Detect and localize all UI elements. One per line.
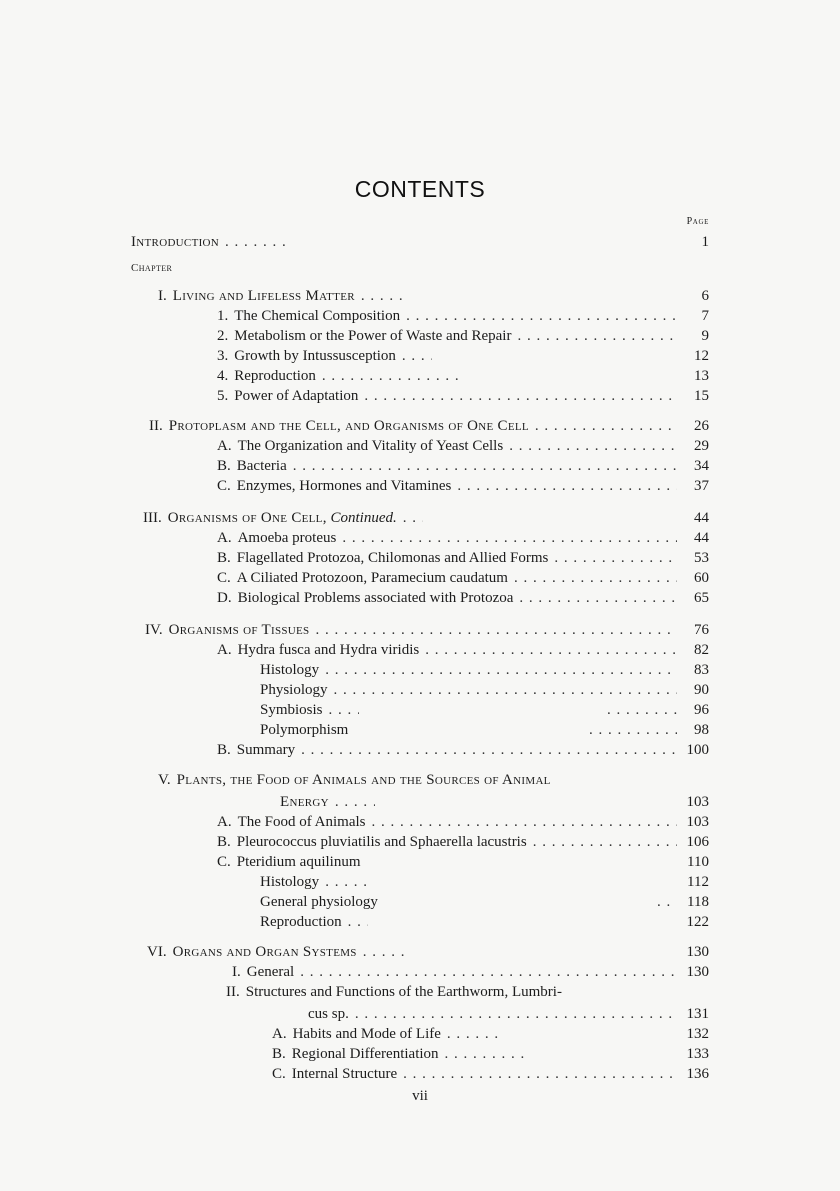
toc-entry: [217, 570, 709, 590]
dot-leader: [519, 590, 677, 607]
toc-chapter-2: [149, 418, 709, 438]
toc-entry-label: Protoplasm and the Cell, and Organisms of One Cell: [168, 418, 529, 434]
toc-chapter-1: [158, 288, 709, 308]
toc-entry-page: 103: [686, 794, 709, 810]
toc-entry-number: C.: [272, 1066, 286, 1082]
toc-entry-label: Pleurococcus pluviatilis and Sphaerella lacustris: [236, 834, 527, 850]
toc-entry-number: A.: [217, 438, 232, 454]
toc-entry: [217, 590, 709, 610]
toc-entry: [217, 458, 709, 478]
toc-entry-page: 100: [686, 742, 709, 758]
toc-entry: [217, 550, 709, 570]
toc-entry: [272, 1066, 709, 1086]
toc-entry: [260, 722, 709, 742]
toc-entry-page: 130: [686, 964, 709, 980]
dot-leader: [607, 702, 677, 719]
toc-entry-label: Reproduction: [234, 368, 316, 384]
dot-leader: [589, 722, 677, 739]
dot-leader: [535, 418, 677, 435]
toc-entry-page: 132: [686, 1026, 709, 1042]
toc-entry-label: Symbiosis: [260, 702, 323, 718]
toc-entry-label: Biological Problems associated with Protozoa: [237, 590, 514, 606]
dot-leader: [403, 510, 423, 527]
dot-leader: [425, 642, 677, 659]
toc-entry-number: 3.: [217, 348, 229, 364]
toc-entry-page: 7: [701, 308, 709, 324]
toc-entry-label: Pteridium aquilinum: [236, 854, 361, 870]
dot-leader: [509, 438, 677, 455]
toc-entry: [260, 894, 709, 914]
toc-entry-page: 15: [694, 388, 709, 404]
dot-leader: [457, 478, 677, 495]
toc-entry: [217, 438, 709, 458]
dot-leader: [363, 944, 411, 961]
toc-entry-label: Histology: [260, 874, 320, 890]
toc-entry-number: I.: [158, 288, 167, 304]
toc-entry-page: 13: [694, 368, 709, 384]
toc-entry-page: 110: [687, 854, 709, 870]
toc-entry: [272, 1046, 709, 1066]
toc-entry: [217, 368, 709, 388]
toc-entry-number: B.: [272, 1046, 286, 1062]
toc-entry-label: General: [246, 964, 295, 980]
toc-entry-page: 53: [694, 550, 709, 566]
toc-entry-label: Organisms of Tissues: [168, 622, 310, 638]
toc-entry: [260, 702, 709, 722]
toc-entry-label: Amoeba proteus: [237, 530, 337, 546]
toc-entry-label-italic: Continued.: [330, 510, 397, 526]
dot-leader: [225, 234, 285, 251]
page-number-folio: vii: [412, 1088, 428, 1104]
toc-entry-page: 44: [694, 510, 709, 526]
toc-entry-page: 83: [694, 662, 709, 678]
toc-entry-number: V.: [158, 772, 171, 788]
toc-entry: [217, 642, 709, 662]
page-title: CONTENTS: [354, 176, 486, 202]
toc-entry-label: cus sp.: [308, 1006, 349, 1022]
toc-entry-number: B.: [217, 458, 231, 474]
toc-chapter-5: [158, 772, 709, 792]
toc-entry-number: C.: [217, 570, 231, 586]
toc-entry-page: 103: [686, 814, 709, 830]
dot-leader: [322, 368, 462, 385]
toc-entry-label: Growth by Intussusception: [234, 348, 396, 364]
toc-entry-number: II.: [149, 418, 163, 434]
toc-entry-label: Introduction: [131, 234, 220, 250]
toc-entry-number: A.: [217, 530, 232, 546]
toc-entry-number: I.: [232, 964, 241, 980]
toc-entry-number: IV.: [145, 622, 163, 638]
dot-leader: [361, 288, 407, 305]
toc-entry-page: 136: [686, 1066, 709, 1082]
toc-entry-page: 106: [686, 834, 709, 850]
toc-entry-page: 9: [701, 328, 709, 344]
toc-entry: [260, 874, 709, 894]
toc-entry-number: III.: [143, 510, 162, 526]
toc-entry-introduction: [131, 234, 709, 254]
toc-entry-number: 1.: [217, 308, 229, 324]
toc-entry-label: Bacteria: [236, 458, 287, 474]
dot-leader: [445, 1046, 525, 1063]
toc-entry-label: Reproduction: [260, 914, 342, 930]
toc-entry-label: Power of Adaptation: [234, 388, 359, 404]
toc-entry-number: A.: [272, 1026, 287, 1042]
toc-entry-page: 60: [694, 570, 709, 586]
toc-entry-page: 133: [686, 1046, 709, 1062]
dot-leader: [364, 388, 677, 405]
dot-leader: [293, 458, 677, 475]
toc-entry: [260, 662, 709, 682]
dot-leader: [533, 834, 677, 851]
dot-leader: [325, 874, 369, 891]
toc-entry: [226, 984, 709, 1004]
toc-entry-number: 4.: [217, 368, 229, 384]
dot-leader: [406, 308, 677, 325]
toc-entry-label: Plants, the Food of Animals and the Sources of Animal: [176, 772, 551, 788]
toc-entry-page: 44: [694, 530, 709, 546]
toc-entry-page: 118: [687, 894, 709, 910]
toc-entry-continuation: [280, 794, 709, 814]
toc-entry-page: 12: [694, 348, 709, 364]
toc-entry-label: The Organization and Vitality of Yeast Cells: [237, 438, 504, 454]
toc-entry: [217, 834, 709, 854]
toc-entry-number: II.: [226, 984, 240, 1000]
toc-entry-page: 98: [694, 722, 709, 738]
toc-entry-label: Internal Structure: [291, 1066, 398, 1082]
toc-entry-number: VI.: [147, 944, 167, 960]
dot-leader: [335, 794, 375, 811]
toc-entry-page: 1: [701, 234, 709, 250]
toc-entry-label: The Chemical Composition: [234, 308, 401, 324]
toc-entry-label: Regional Differentiation: [291, 1046, 439, 1062]
toc-entry-label: Flagellated Protozoa, Chilomonas and Allied Forms: [236, 550, 549, 566]
toc-entry-label: General physiology: [260, 894, 378, 910]
toc-entry-label: A Ciliated Protozoon, Paramecium caudatum: [236, 570, 508, 586]
toc-entry-label: Living and Lifeless Matter: [172, 288, 355, 304]
toc-entry-label: Metabolism or the Power of Waste and Repair: [234, 328, 512, 344]
dot-leader: [657, 894, 677, 911]
dot-leader: [300, 964, 676, 981]
toc-entry-page: 90: [694, 682, 709, 698]
toc-chapter-4: [145, 622, 709, 642]
toc-entry: [217, 530, 709, 550]
toc-entry-number: B.: [217, 550, 231, 566]
dot-leader: [329, 702, 359, 719]
toc-entry-page: 6: [701, 288, 709, 304]
toc-entry-number: B.: [217, 834, 231, 850]
toc-entry-label: Physiology: [260, 682, 328, 698]
toc-entry-page: 112: [687, 874, 709, 890]
dot-leader: [517, 328, 677, 345]
dot-leader: [554, 550, 677, 567]
toc-entry-page: 130: [686, 944, 709, 960]
toc-entry-label: Habits and Mode of Life: [292, 1026, 441, 1042]
toc-entry: [260, 682, 709, 702]
toc-entry-page: 26: [694, 418, 709, 434]
toc-entry-number: C.: [217, 478, 231, 494]
dot-leader: [403, 1066, 676, 1083]
toc-entry-page: 29: [694, 438, 709, 454]
toc-entry-continuation: [308, 1006, 709, 1026]
toc-chapter-6: [147, 944, 709, 964]
toc-entry: [217, 328, 709, 348]
toc-entry: [217, 388, 709, 408]
toc-entry-page: 34: [694, 458, 709, 474]
toc-entry-number: A.: [217, 642, 232, 658]
toc-entry: [260, 914, 709, 934]
dot-leader: [301, 742, 676, 759]
toc-entry-page: 76: [694, 622, 709, 638]
toc-entry-page: 65: [694, 590, 709, 606]
dot-leader: [334, 682, 677, 699]
toc-entry-page: 37: [694, 478, 709, 494]
toc-entry: [217, 348, 709, 368]
toc-entry-label: Organisms of One Cell,: [167, 510, 327, 526]
toc-entry-label: Hydra fusca and Hydra viridis: [237, 642, 420, 658]
toc-entry-page: 122: [686, 914, 709, 930]
toc-entry-label: Histology: [260, 662, 320, 678]
toc-entry-page: 131: [686, 1006, 709, 1022]
toc-entry-label: Enzymes, Hormones and Vitamines: [236, 478, 452, 494]
dot-leader: [315, 622, 677, 639]
page-column-heading: Page: [686, 216, 709, 227]
toc-chapter-3: [143, 510, 709, 530]
toc-entry-label: Energy: [280, 794, 329, 810]
toc-entry-page: 82: [694, 642, 709, 658]
dot-leader: [372, 814, 677, 831]
dot-leader: [402, 348, 432, 365]
dot-leader: [447, 1026, 503, 1043]
toc-entry: [217, 308, 709, 328]
toc-entry-number: A.: [217, 814, 232, 830]
toc-entry-label: Organs and Organ Systems: [172, 944, 357, 960]
toc-entry-label: Polymorphism: [260, 722, 349, 738]
toc-entry-label: Summary: [236, 742, 296, 758]
toc-entry-number: 5.: [217, 388, 229, 404]
toc-entry-label: The Food of Animals: [237, 814, 366, 830]
toc-entry: [232, 964, 709, 984]
toc-entry-label: Structures and Functions of the Earthworm, Lumbri-: [245, 984, 562, 1000]
toc-entry: [272, 1026, 709, 1046]
chapter-column-heading: Chapter: [131, 262, 173, 274]
toc-entry: [217, 854, 709, 874]
toc-entry-number: D.: [217, 590, 232, 606]
toc-entry-number: C.: [217, 854, 231, 870]
dot-leader: [325, 662, 677, 679]
toc-entry-number: 2.: [217, 328, 229, 344]
dot-leader: [342, 530, 677, 547]
dot-leader: [514, 570, 677, 587]
toc-entry: [217, 478, 709, 498]
toc-entry: [217, 814, 709, 834]
toc-entry-page: 96: [694, 702, 709, 718]
toc-entry-number: B.: [217, 742, 231, 758]
toc-entry: [217, 742, 709, 762]
dot-leader: [355, 1006, 677, 1023]
dot-leader: [348, 914, 368, 931]
